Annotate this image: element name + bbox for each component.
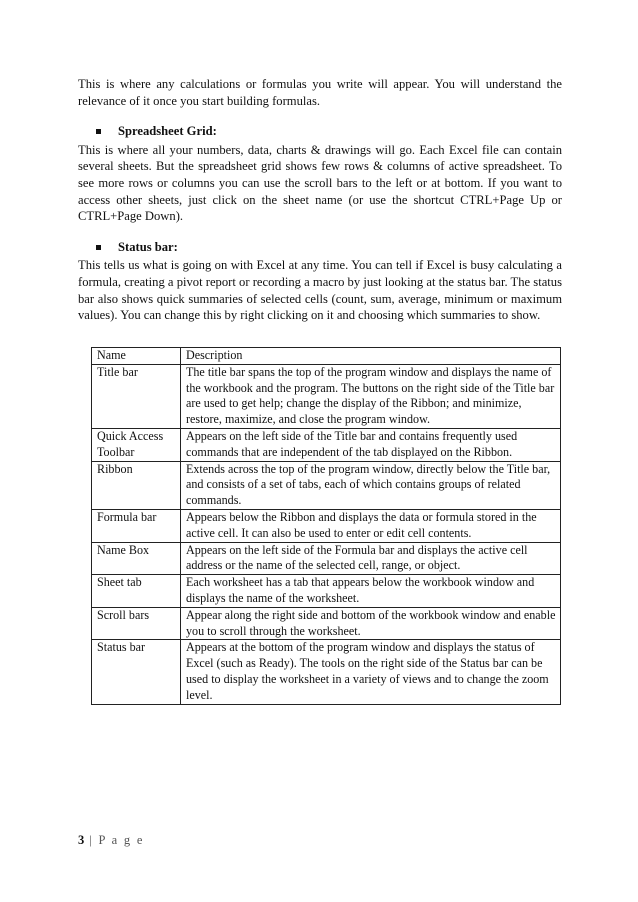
page-number: 3 bbox=[78, 833, 85, 847]
row-name: Ribbon bbox=[92, 461, 181, 509]
row-name: Status bar bbox=[92, 640, 181, 704]
section-heading-label: Status bar: bbox=[118, 239, 178, 254]
row-name: Name Box bbox=[92, 542, 181, 575]
row-name: Sheet tab bbox=[92, 575, 181, 608]
row-description: Appears on the left side of the Title bar and contains frequently used commands that are independent of the tab displayed on the Ribbon. bbox=[181, 428, 561, 461]
square-bullet-icon bbox=[96, 245, 101, 250]
footer-page-label: P a g e bbox=[98, 833, 145, 847]
row-name: Quick Access Toolbar bbox=[92, 428, 181, 461]
excel-components-table bbox=[91, 347, 561, 705]
row-description: The title bar spans the top of the program window and displays the name of the workbook and the program. The buttons on the right side of the Title bar are used to get help; change the display of the Ribbon; and minimize, restore, maximize, and close the program window. bbox=[181, 364, 561, 428]
row-description: Appears on the left side of the Formula bar and displays the active cell address or the name of the selected cell, range, or object. bbox=[181, 542, 561, 575]
row-name: Scroll bars bbox=[92, 607, 181, 640]
table-row bbox=[92, 640, 561, 704]
section-heading-spreadsheet-grid bbox=[96, 123, 562, 140]
section-body-spreadsheet-grid: This is where all your numbers, data, charts & drawings will go. Each Excel file can contain several sheets. But the spreadsheet grid shows few rows & columns of active spreadsheet. To see more rows or columns you can use the scroll bars to the left or at bottom. If you want to access other sheets, just click on the sheet name (or use the shortcut CTRL+Page Up or CTRL+Page Down). bbox=[78, 142, 562, 224]
row-name: Formula bar bbox=[92, 509, 181, 542]
row-description: Appears at the bottom of the program window and displays the status of Excel (such as Ready). The tools on the right side of the Status bar can be used to display the worksheet in a variety of views and to change the zoom level. bbox=[181, 640, 561, 704]
table-row bbox=[92, 542, 561, 575]
row-description: Appears below the Ribbon and displays the data or formula stored in the active cell. It can also be used to enter or edit cell contents. bbox=[181, 509, 561, 542]
table-row bbox=[92, 607, 561, 640]
row-description: Each worksheet has a tab that appears below the workbook window and displays the name of the worksheet. bbox=[181, 575, 561, 608]
header-name: Name bbox=[92, 348, 181, 365]
page-footer bbox=[78, 833, 144, 848]
intro-paragraph: This is where any calculations or formulas you write will appear. You will understand the relevance of it once you start building formulas. bbox=[78, 77, 562, 108]
footer-separator: | bbox=[89, 833, 94, 847]
section-heading-label: Spreadsheet Grid: bbox=[118, 124, 217, 139]
table-row bbox=[92, 509, 561, 542]
table-row bbox=[92, 428, 561, 461]
table-row bbox=[92, 461, 561, 509]
section-heading-status-bar bbox=[96, 239, 562, 256]
table-row bbox=[92, 575, 561, 608]
row-name: Title bar bbox=[92, 364, 181, 428]
document-body bbox=[78, 76, 562, 324]
row-description: Appear along the right side and bottom of the workbook window and enable you to scroll through the worksheet. bbox=[181, 607, 561, 640]
square-bullet-icon bbox=[96, 129, 101, 134]
header-description: Description bbox=[181, 348, 561, 365]
table-header-row bbox=[92, 348, 561, 365]
row-description: Extends across the top of the program window, directly below the Title bar, and consists of a set of tabs, each of which contains groups of related commands. bbox=[181, 461, 561, 509]
section-body-status-bar: This tells us what is going on with Excel at any time. You can tell if Excel is busy calculating a formula, creating a pivot report or recording a macro by just looking at the status bar. The status bar also shows quick summaries of selected cells (count, sum, average, minimum or maximum values). You can change this by right clicking on it and choosing which summaries to show. bbox=[78, 258, 562, 323]
table-row bbox=[92, 364, 561, 428]
